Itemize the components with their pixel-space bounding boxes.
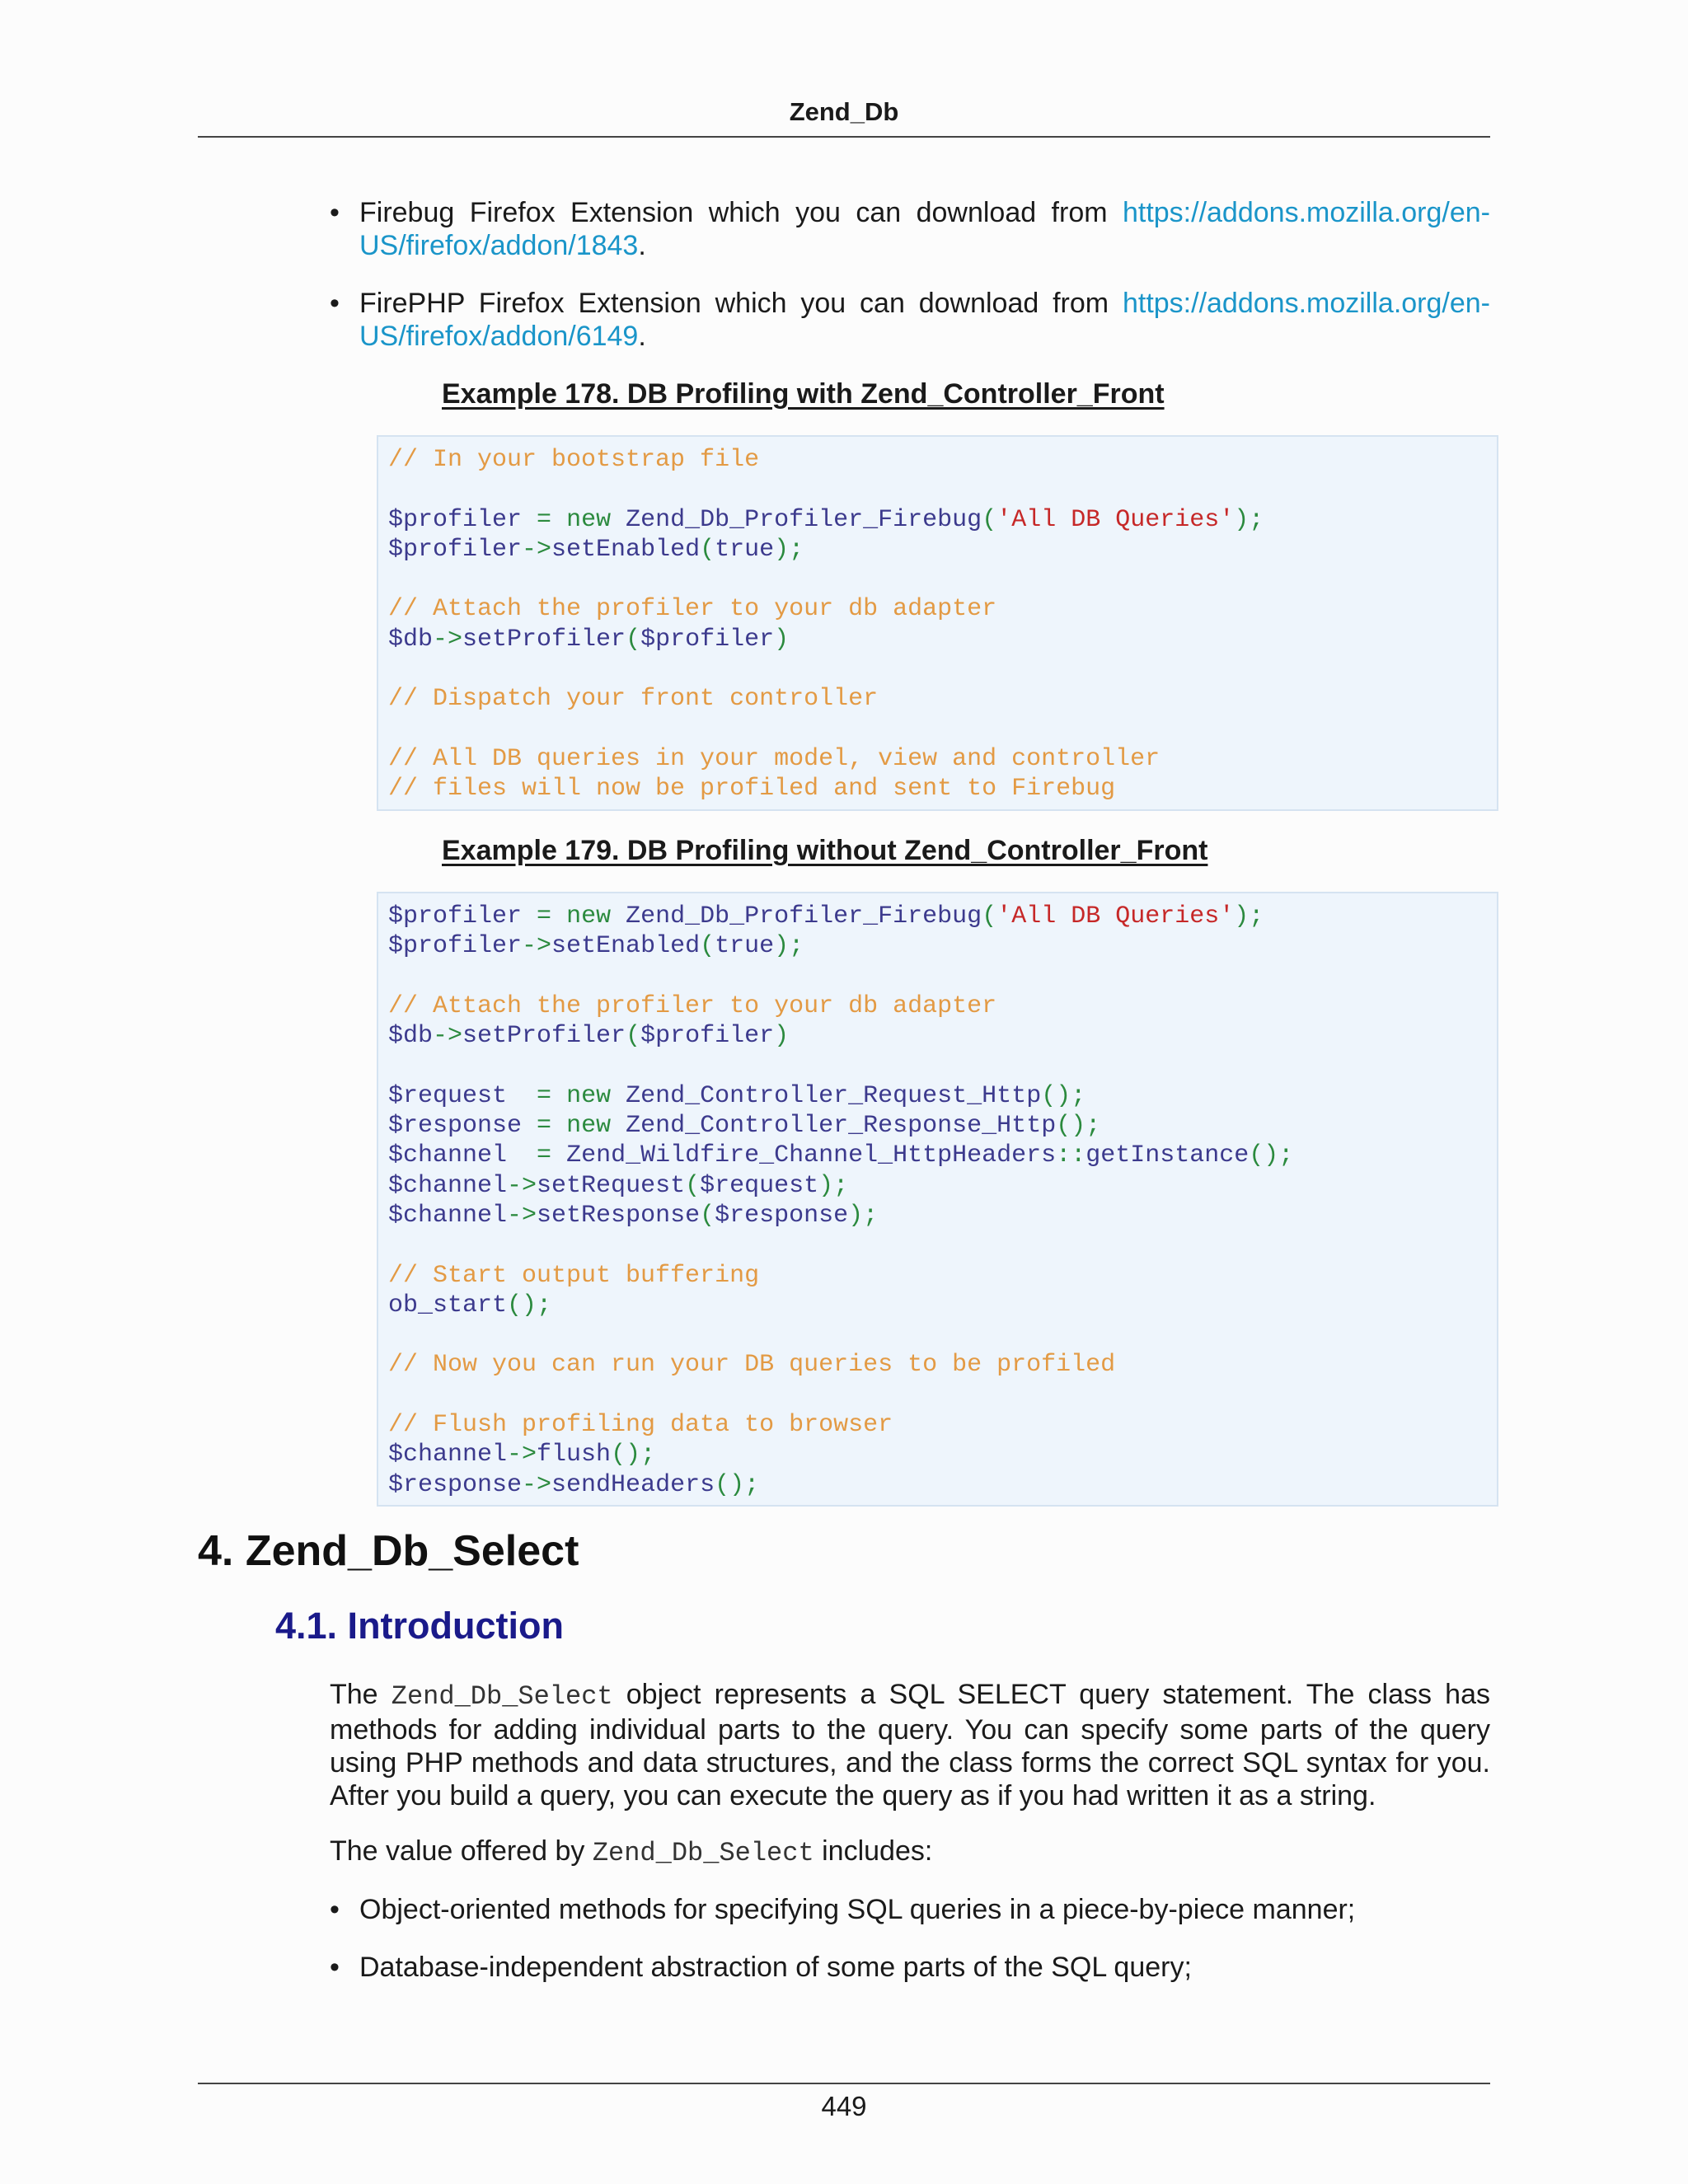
example-179-code-line: $request = new Zend_Controller_Request_Http(); xyxy=(388,1081,1086,1110)
example-178-code-line: // files will now be profiled and sent to Firebug xyxy=(388,775,1116,804)
example-179-code-line: $channel->flush(); xyxy=(388,1441,656,1469)
example-178-title: Example 178. DB Profiling with Zend_Controller_Front xyxy=(442,378,1165,410)
list-item-firebug xyxy=(330,196,1490,262)
example-178-code-line: // In your bootstrap file xyxy=(388,446,760,474)
intro-paragraph xyxy=(330,1678,1490,1812)
intro-text: object represents a SQL SELECT query statement. The class has methods for adding individual parts to the query. You can specify some parts of the query using PHP methods and data structures, and the class forms the correct SQL syntax for you. After you build a query, you can execute the query as if you had written it as a string. xyxy=(330,1679,1490,1811)
bullet-dot: • xyxy=(330,288,340,319)
example-179-code-line: $channel->setRequest($request); xyxy=(388,1171,849,1200)
example-179-code-line xyxy=(388,1230,1487,1260)
example-179-code-line xyxy=(388,962,1487,991)
firebug-addon-link[interactable]: https://addons.mozilla.org/en-US/firefox/addon/1843 xyxy=(359,197,1490,261)
example-178-code-line xyxy=(388,654,1487,684)
example-178-code-line xyxy=(388,565,1487,594)
list-item-object-oriented xyxy=(330,1893,1490,1926)
example-178-code-line: // All DB queries in your model, view and controller xyxy=(388,744,1160,773)
subsection-heading: 4.1. Introduction xyxy=(275,1605,565,1647)
value-paragraph xyxy=(330,1835,1490,1870)
example-179-code-line: $response = new Zend_Controller_Response_Http(); xyxy=(388,1112,1101,1141)
example-178-code-line xyxy=(388,715,1487,744)
bullet-text: Object-oriented methods for specifying SQL queries in a piece-by-piece manner; xyxy=(359,1894,1356,1925)
example-179-code-line: $response->sendHeaders(); xyxy=(388,1470,760,1499)
inline-code: Zend_Db_Select xyxy=(592,1838,814,1868)
example-179-code-line: // Now you can run your DB queries to be profiled xyxy=(388,1351,1116,1380)
list-item-firephp xyxy=(330,287,1490,353)
example-179-code-line xyxy=(388,1051,1487,1080)
bullet-dot: • xyxy=(330,197,340,228)
firephp-addon-link[interactable]: https://addons.mozilla.org/en-US/firefox/addon/6149 xyxy=(359,288,1490,352)
bullet-suffix: . xyxy=(638,321,646,352)
running-header: Zend_Db xyxy=(789,97,899,126)
header-rule xyxy=(198,136,1490,138)
example-178-code-block xyxy=(377,435,1498,811)
list-item-database-independent xyxy=(330,1951,1490,1984)
example-179-code-line: $channel->setResponse($response); xyxy=(388,1201,879,1230)
example-179-code-block xyxy=(377,892,1498,1507)
footer-rule xyxy=(198,2083,1490,2084)
example-179-code-line: $profiler->setEnabled(true); xyxy=(388,932,804,961)
bullet-text: Database-independent abstraction of some parts of the SQL query; xyxy=(359,1952,1192,1983)
page-number: 449 xyxy=(821,2091,867,2121)
bullet-text: FirePHP Firefox Extension which you can download from xyxy=(359,288,1123,319)
example-179-code-line: $channel = Zend_Wildfire_Channel_HttpHeaders::getInstance(); xyxy=(388,1141,1294,1170)
example-179-code-line: ob_start(); xyxy=(388,1291,552,1319)
example-178-code-line: $profiler = new Zend_Db_Profiler_Firebug('All DB Queries'); xyxy=(388,505,1264,534)
example-179-code-line: $db->setProfiler($profiler) xyxy=(388,1022,790,1051)
value-text: The value offered by xyxy=(330,1835,593,1867)
example-179-title: Example 179. DB Profiling without Zend_Controller_Front xyxy=(442,835,1208,866)
example-178-code-line: // Attach the profiler to your db adapter xyxy=(388,595,997,624)
example-178-code-line: $profiler->setEnabled(true); xyxy=(388,535,804,564)
bullet-dot: • xyxy=(330,1952,340,1983)
example-178-code-line xyxy=(388,475,1487,504)
example-179-code-line: // Attach the profiler to your db adapter xyxy=(388,991,997,1020)
bullet-text: Firebug Firefox Extension which you can download from xyxy=(359,197,1123,228)
example-178-code-line: $db->setProfiler($profiler) xyxy=(388,625,790,654)
example-179-code-line: // Start output buffering xyxy=(388,1261,760,1290)
section-heading: 4. Zend_Db_Select xyxy=(198,1527,579,1575)
example-179-code-line: $profiler = new Zend_Db_Profiler_Firebug('All DB Queries'); xyxy=(388,902,1264,930)
example-179-code-line xyxy=(388,1320,1487,1350)
inline-code: Zend_Db_Select xyxy=(391,1681,613,1712)
intro-text: The xyxy=(330,1679,392,1710)
value-text: includes: xyxy=(814,1835,933,1867)
bullet-dot: • xyxy=(330,1894,340,1925)
example-178-code-line: // Dispatch your front controller xyxy=(388,685,879,714)
example-179-code-line: // Flush profiling data to browser xyxy=(388,1411,893,1440)
bullet-suffix: . xyxy=(638,230,646,261)
example-179-code-line xyxy=(388,1380,1487,1410)
